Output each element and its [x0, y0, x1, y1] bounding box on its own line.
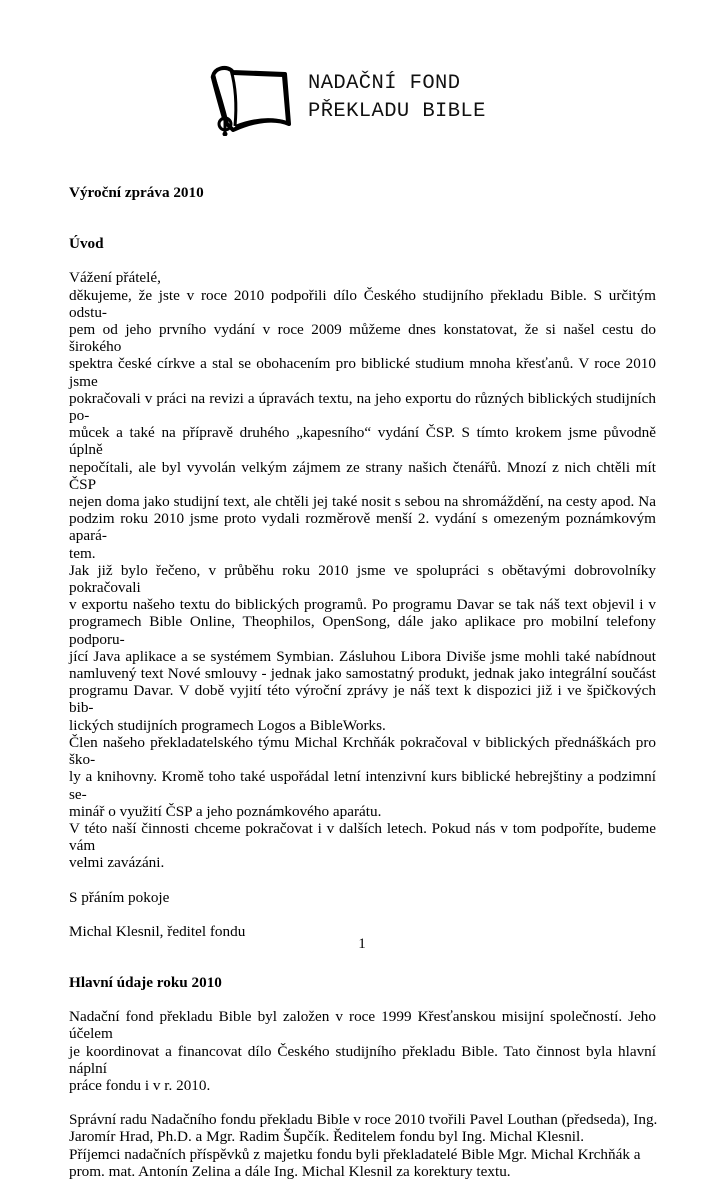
text-line: Člen našeho překladatelského týmu Michal Krchňák pokračoval v biblických přednáškách pro ško-: [69, 733, 656, 769]
text-line: namluvený text Nové smlouvy - jednak jako samostatný produkt, jednak jako integrální součást: [69, 665, 656, 683]
report-title: Výroční zpráva 2010: [69, 184, 204, 201]
text-line: jící Java aplikace a se systémem Symbian. Zásluhou Libora Diviše jsme mohli také nabídnout: [69, 647, 656, 665]
main-facts-paragraph-1: [69, 1008, 656, 1094]
text-line: programech Bible Online, Theophilos, OpenSong, dále jako aplikace pro mobilní telefony podporu-: [69, 613, 656, 648]
text-line: pem od jeho prvního vydání v roce 2009 můžeme dnes konstatovat, že si našel cestu do širokého: [69, 321, 656, 356]
text-line: děkujeme, že jste v roce 2010 podpořili dílo Českého studijního překladu Bible. S určitým odstu-: [69, 286, 656, 321]
signature: Michal Klesnil, ředitel fondu: [69, 922, 246, 940]
text-line: ly a knihovny. Kromě toho také uspořádal letní intenzivní kurs biblické hebrejštiny a podzimní se-: [69, 768, 656, 803]
text-line: lických studijních programech Logos a BibleWorks.: [69, 716, 386, 734]
document-body: [69, 184, 656, 1180]
intro-paragraph-3: [69, 734, 656, 820]
organization-name-line2: PŘEKLADU BIBLE: [308, 100, 486, 123]
organization-name: [308, 70, 486, 126]
closing: S přáním pokoje: [69, 888, 170, 906]
text-line: Jak již bylo řečeno, v průběhu roku 2010 jsme ve spolupráci s obětavými dobrovolníky pokračovali: [69, 561, 656, 597]
main-facts-paragraph-2: [69, 1111, 656, 1180]
intro-paragraph-4: [69, 820, 656, 872]
text-line: Správní radu Nadačního fondu překladu Bible v roce 2010 tvořili Pavel Louthan (předseda), Ing.: [69, 1111, 658, 1129]
text-line: Jaromír Hrad, Ph.D. a Mgr. Radim Šupčík. Ředitelem fondu byl Ing. Michal Klesnil.: [69, 1128, 585, 1146]
text-line: nejen doma jako studijní text, ale chtěli jej také nosit s sebou na shromáždění, na cesty apod. Na: [69, 493, 656, 511]
text-line: podzim roku 2010 jsme proto vydali rozměrově menší 2. vydání s omezeným poznámkovým apará-: [69, 510, 656, 545]
text-line: prom. mat. Antonín Zelina a dále Ing. Michal Klesnil za korektury textu.: [69, 1162, 511, 1180]
open-book-icon: [205, 64, 295, 136]
text-line: V této naší činnosti chceme pokračovat i v dalších letech. Pokud nás v tom podpoříte, budeme vám: [69, 819, 656, 855]
text-line: nepočítali, ale byl vyvolán velkým zájmem ze strany našich čtenářů. Mnozí z nich chtěli mít ČSP: [69, 458, 656, 493]
salutation: Vážení přátelé,: [69, 269, 161, 287]
intro-paragraph-2: [69, 562, 656, 734]
intro-paragraph-1: [69, 287, 656, 562]
text-line: Příjemci nadačních příspěvků z majetku fondu byli překladatelé Bible Mgr. Michal Krchňák a: [69, 1145, 641, 1163]
section-heading-intro: Úvod: [69, 235, 104, 253]
text-line: minář o využití ČSP a jeho poznámkového aparátu.: [69, 802, 382, 820]
page-number: 1: [358, 936, 366, 952]
section-heading-main-facts: Hlavní údaje roku 2010: [69, 973, 222, 991]
text-line: tem.: [69, 544, 96, 562]
text-line: pokračovali v práci na revizi a úpravách textu, na jeho exportu do různých biblických studijních po-: [69, 389, 656, 425]
text-line: je koordinovat a financovat dílo Českého studijního překladu Bible. Tato činnost byla hlavní náplní: [69, 1042, 656, 1077]
text-line: programu Davar. V době vyjití této výroční zprávy je náš text k dispozici již i ve špičkových bib-: [69, 682, 656, 717]
text-line: v exportu našeho textu do biblických programů. Po programu Davar se tak náš text objevil i v: [69, 596, 656, 614]
text-line: velmi zavázáni.: [69, 854, 165, 872]
text-line: práce fondu i v r. 2010.: [69, 1076, 211, 1094]
text-line: spektra české církve a stal se obohacením pro biblické studium mnoha křesťanů. V roce 2010 jsme: [69, 355, 656, 390]
text-line: Nadační fond překladu Bible byl založen v roce 1999 Křesťanskou misijní společností. Jeho účelem: [69, 1008, 656, 1043]
text-line: můcek a také na přípravě druhého „kapesního“ vydání ČSP. S tímto krokem jsme původně úplně: [69, 424, 656, 459]
organization-name-line1: NADAČNÍ FOND: [308, 72, 461, 95]
